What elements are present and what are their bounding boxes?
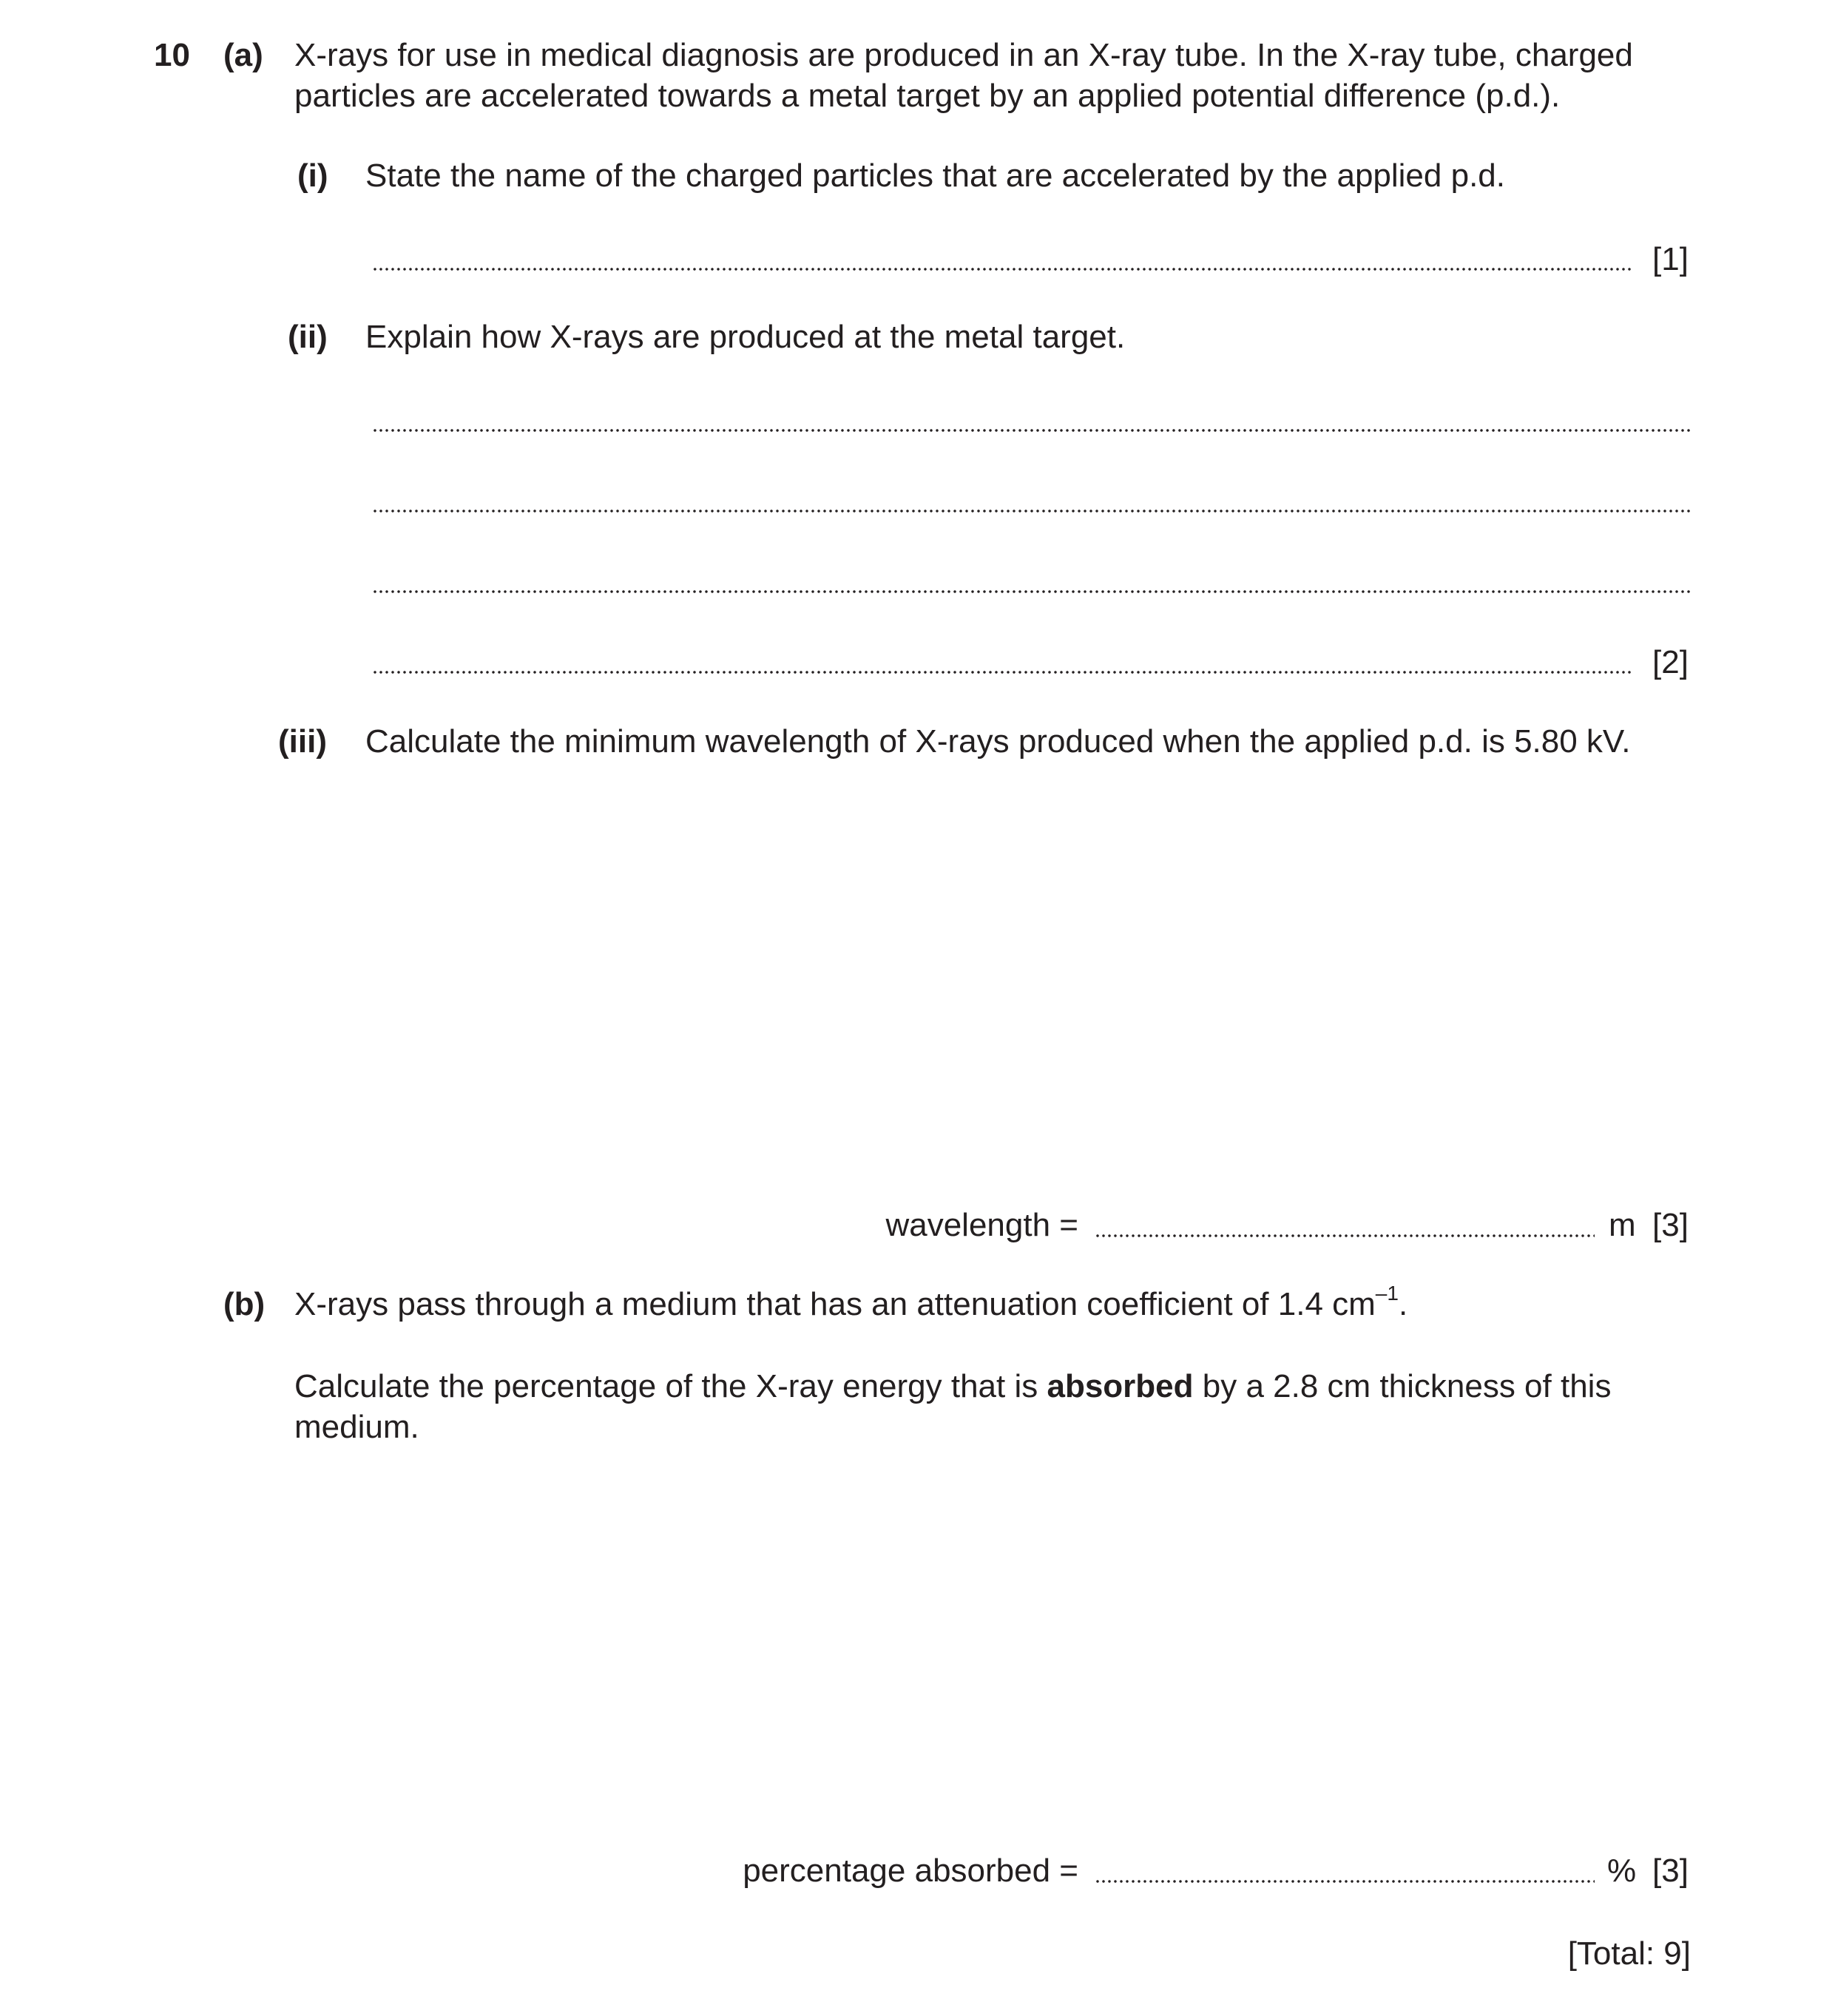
answer-line-ii-4[interactable] bbox=[372, 670, 1631, 674]
subpart-ii-label: (ii) bbox=[288, 319, 328, 355]
answer-line-ii-3[interactable] bbox=[372, 589, 1690, 594]
part-a-intro-line2: particles are accelerated towards a metal target by an applied potential difference (p.d.). bbox=[294, 78, 1561, 114]
part-b-calc-before: Calculate the percentage of the X-ray energy that is bbox=[294, 1368, 1047, 1404]
part-a-label: (a) bbox=[223, 37, 263, 73]
subpart-ii-marks: [2] bbox=[1652, 644, 1689, 680]
answer-line-i[interactable] bbox=[372, 267, 1631, 271]
part-b-text-sup: –1 bbox=[1375, 1282, 1399, 1305]
percentage-answer-label: percentage absorbed = bbox=[743, 1853, 1078, 1889]
percentage-answer-line[interactable] bbox=[1095, 1879, 1595, 1884]
part-b-calc-after: by a 2.8 cm thickness of this bbox=[1193, 1368, 1612, 1404]
subpart-iii-marks: [3] bbox=[1652, 1207, 1689, 1243]
part-a-intro-line1: X-rays for use in medical diagnosis are produced in an X-ray tube. In the X-ray tube, charged bbox=[294, 37, 1633, 73]
subpart-ii-text: Explain how X-rays are produced at the metal target. bbox=[365, 319, 1126, 355]
wavelength-answer-label: wavelength = bbox=[885, 1207, 1078, 1243]
answer-line-ii-2[interactable] bbox=[372, 509, 1690, 513]
part-b-text-end: . bbox=[1398, 1286, 1408, 1322]
subpart-i-text: State the name of the charged particles that are accelerated by the applied p.d. bbox=[365, 158, 1505, 194]
part-b-calc-line2: medium. bbox=[294, 1409, 419, 1445]
subpart-iii-label: (iii) bbox=[278, 723, 327, 760]
part-b-text bbox=[294, 1282, 1408, 1325]
wavelength-unit: m bbox=[1609, 1207, 1636, 1243]
percentage-unit: % bbox=[1607, 1853, 1637, 1889]
total-marks: [Total: 9] bbox=[1567, 1935, 1691, 1972]
subpart-i-label: (i) bbox=[297, 158, 328, 194]
part-b-calc-line1 bbox=[294, 1367, 1692, 1407]
part-b-label: (b) bbox=[223, 1286, 266, 1322]
part-b-text-main: X-rays pass through a medium that has an attenuation coefficient of 1.4 cm bbox=[294, 1286, 1376, 1322]
subpart-i-marks: [1] bbox=[1652, 241, 1689, 277]
part-b-calc-bold: absorbed bbox=[1047, 1368, 1194, 1404]
answer-line-ii-1[interactable] bbox=[372, 428, 1690, 433]
part-b-marks: [3] bbox=[1652, 1853, 1689, 1889]
question-number: 10 bbox=[154, 37, 190, 73]
subpart-iii-text: Calculate the minimum wavelength of X-rays produced when the applied p.d. is 5.80 kV. bbox=[365, 723, 1631, 760]
wavelength-answer-line[interactable] bbox=[1095, 1234, 1595, 1238]
